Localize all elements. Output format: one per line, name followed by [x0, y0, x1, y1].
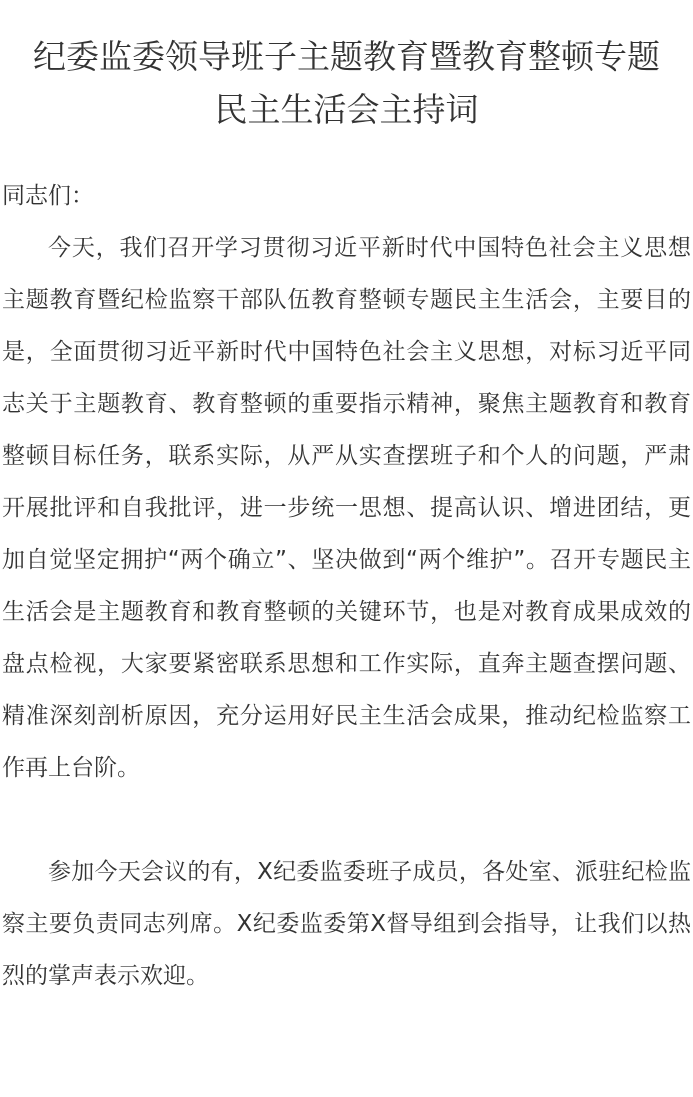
paragraph-attendees: 参加今天会议的有，X纪委监委班子成员，各处室、派驻纪检监察主要负责同志列席。X纪委监委第X督导组到会指导，让我们以热烈的掌声表示欢迎。	[2, 859, 691, 989]
greeting: 同志们：	[2, 183, 94, 209]
paragraph-opening: 今天，我们召开学习贯彻习近平新时代中国特色社会主义思想主题教育暨纪检监察干部队伍教育整顿专题民主生活会，主要目的是，全面贯彻习近平新时代中国特色社会主义思想，对标习近平同志关于主题教育、教育整顿的重要指示精神，聚焦主题教育和教育整顿目标任务，联系实际，从严从实查摆班子和个人的问题，严肃开展批评和自我批评，进一步统一思想、提高认识、增进团结，更加自觉坚定拥护“两个确立”、坚决做到“两个维护”。召开专题民主生活会是主题教育和教育整顿的关键环节，也是对教育成果成效的盘点检视，大家要紧密联系思想和工作实际，直奔主题查摆问题、精准深刻剖析原因，充分运用好民主生活会成果，推动纪检监察工作再上台阶。	[2, 235, 691, 781]
document-title	[2, 0, 691, 136]
title-line-1: 纪委监委领导班子主题教育暨教育整顿专题	[33, 37, 660, 76]
title-line-2: 民主生活会主持词	[214, 90, 479, 129]
paragraph-spacer	[2, 794, 691, 846]
